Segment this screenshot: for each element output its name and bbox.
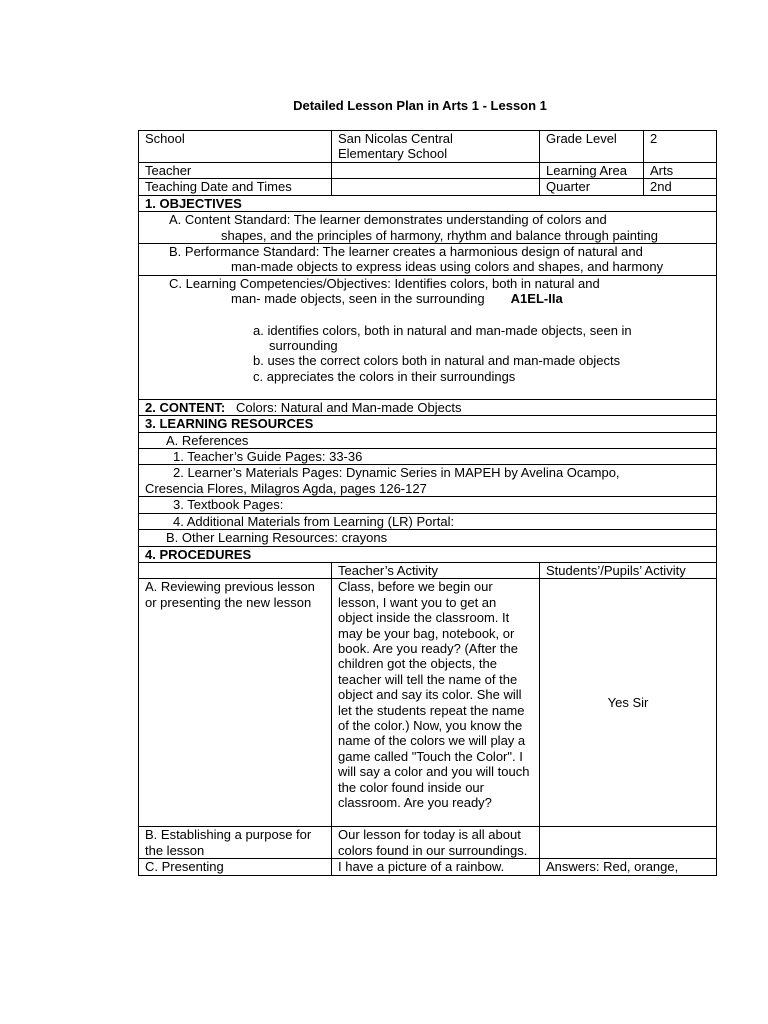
- row-tg-pages: [139, 449, 717, 465]
- students-activity: Yes Sir: [540, 579, 717, 827]
- row-procedures-columns: [139, 562, 717, 578]
- row-teacher: [139, 163, 717, 179]
- teacher-value: [332, 163, 540, 179]
- teacher-label: Teacher: [139, 163, 332, 179]
- row-lm-pages: [139, 465, 717, 497]
- teacher-activity: Class, before we begin our lesson, I want you to get an object inside the classroom. It may be your bag, notebook, or book. Are you ready? (After the children got the objects, the teacher will tell the name of the object and say its color. She will let the students repeat the name of the color.) Now, you know the name of the colors we will play a game called "Touch the Color". I will say a color and you will touch the color found inside our classroom. Are you ready?: [332, 579, 540, 827]
- content-standard: A. Content Standard: The learner demonstrates understanding of colors and shapes, and the principles of harmony, rhythm and balance through painting: [139, 212, 717, 244]
- competency-code: A1EL-IIa: [510, 291, 563, 307]
- row-other: [139, 530, 717, 546]
- row-textbook: [139, 497, 717, 513]
- row-school: [139, 131, 717, 163]
- lesson-plan-table: [138, 130, 717, 876]
- list-item: a. identifies colors, both in natural and man-made objects, seen in surrounding: [253, 322, 632, 354]
- list-item: c. appreciates the colors in their surroundings: [253, 368, 516, 384]
- learners-materials-pages: 2. Learner’s Materials Pages: Dynamic Series in MAPEH by Avelina Ocampo, Cresencia Flores, Milagros Agda, pages 126-127: [139, 465, 717, 497]
- students-activity: [540, 827, 717, 859]
- row-content-standard: [139, 212, 717, 244]
- objectives-list: [253, 323, 710, 385]
- row-resources-heading: [139, 416, 717, 432]
- table-row: [139, 827, 717, 859]
- additional-materials: 4. Additional Materials from Learning (LR) Portal:: [139, 513, 717, 529]
- date-label: Teaching Date and Times: [139, 179, 332, 195]
- textbook-pages: 3. Textbook Pages:: [139, 497, 717, 513]
- teacher-activity-header: Teacher’s Activity: [332, 562, 540, 578]
- procedures-heading: 4. PROCEDURES: [139, 546, 717, 562]
- document-title: Detailed Lesson Plan in Arts 1 - Lesson 1: [293, 98, 547, 113]
- learning-competencies: C. Learning Competencies/Objectives: Identifies colors, both in natural and man- made objects, seen in the surrounding A1EL-IIa a. identifies colors, both in natural and man-made objects, seen in surrounding b. uses the correct colors both in natural and man-made objects c. appreciates the colors in their surroundings: [139, 275, 717, 399]
- resources-heading: 3. LEARNING RESOURCES: [139, 416, 717, 432]
- table-row: [139, 859, 717, 875]
- quarter-label: Quarter: [540, 179, 644, 195]
- references: A. References: [139, 432, 717, 448]
- row-date: [139, 179, 717, 195]
- row-additional: [139, 513, 717, 529]
- procedures-step-header: [139, 562, 332, 578]
- list-item: b. uses the correct colors both in natural and man-made objects: [253, 353, 621, 369]
- grade-value: 2: [644, 131, 717, 163]
- area-value: Arts: [644, 163, 717, 179]
- teacher-activity: I have a picture of a rainbow.: [332, 859, 540, 875]
- other-resources: B. Other Learning Resources: crayons: [139, 530, 717, 546]
- row-content: [139, 399, 717, 415]
- row-performance-standard: [139, 244, 717, 276]
- procedure-step: C. Presenting: [139, 859, 332, 875]
- row-references: [139, 432, 717, 448]
- row-competencies: [139, 275, 717, 399]
- grade-label: Grade Level: [540, 131, 644, 163]
- teachers-guide-pages: 1. Teacher’s Guide Pages: 33-36: [139, 449, 717, 465]
- teacher-activity: Our lesson for today is all about colors found in our surroundings.: [332, 827, 540, 859]
- area-label: Learning Area: [540, 163, 644, 179]
- students-activity-header: Students’/Pupils’ Activity: [540, 562, 717, 578]
- table-row: [139, 579, 717, 827]
- procedure-step: A. Reviewing previous lesson or presenting the new lesson: [139, 579, 332, 827]
- content-cell: 2. CONTENT: Colors: Natural and Man-made Objects: [139, 399, 717, 415]
- procedure-step: B. Establishing a purpose for the lesson: [139, 827, 332, 859]
- objectives-heading: 1. OBJECTIVES: [139, 195, 717, 211]
- quarter-value: 2nd: [644, 179, 717, 195]
- students-activity: Answers: Red, orange,: [540, 859, 717, 875]
- school-label: School: [139, 131, 332, 163]
- row-objectives-heading: [139, 195, 717, 211]
- school-value: San Nicolas Central Elementary School: [332, 131, 540, 163]
- performance-standard: B. Performance Standard: The learner creates a harmonious design of natural and man-made objects to express ideas using colors and shapes, and harmony: [139, 244, 717, 276]
- date-value: [332, 179, 540, 195]
- row-procedures-heading: [139, 546, 717, 562]
